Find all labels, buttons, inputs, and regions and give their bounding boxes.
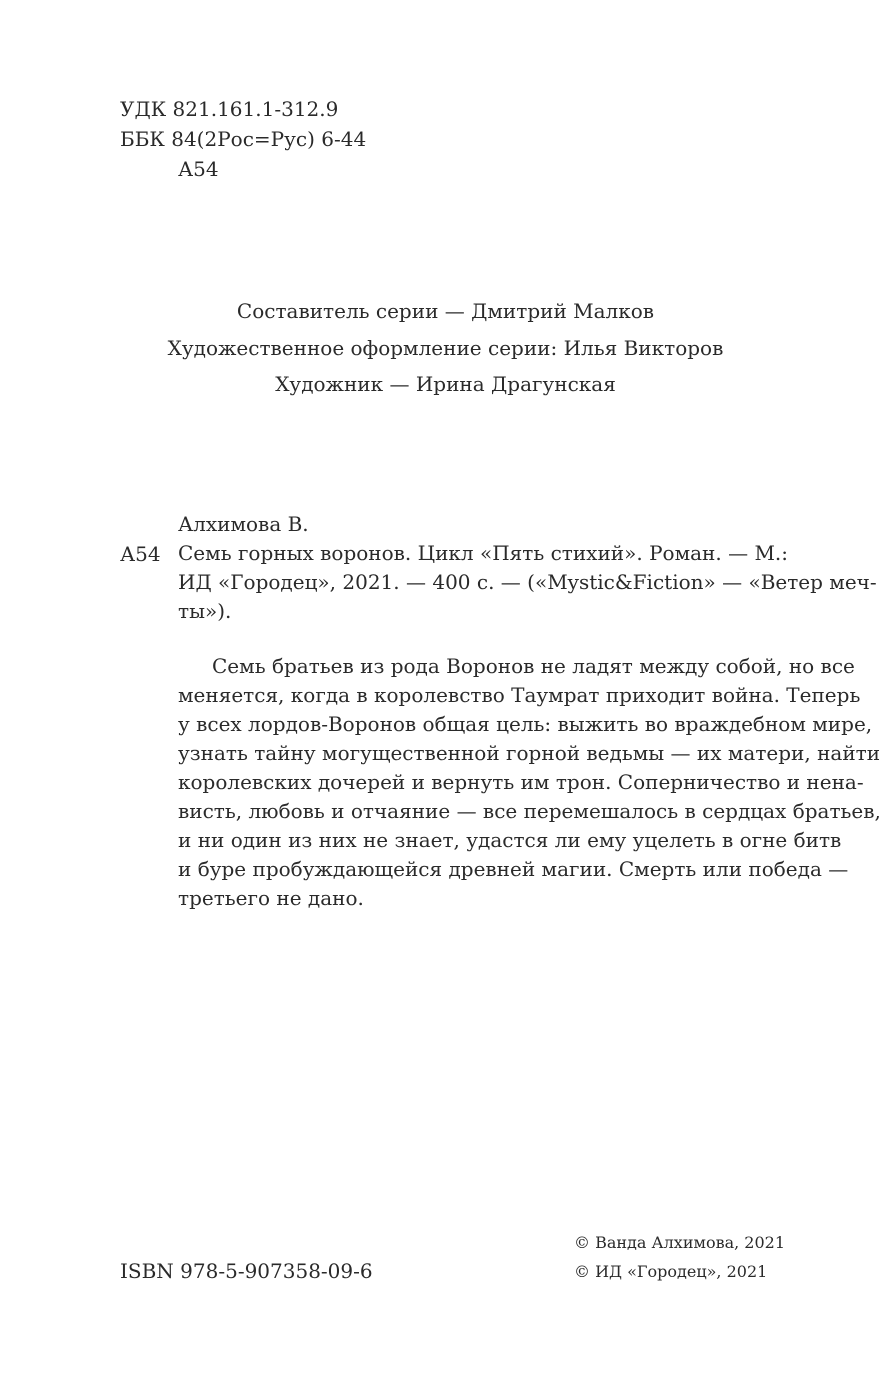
annotation-line: и ни один из них не знает, удастся ли ему уцелеть в огне битв	[178, 828, 842, 852]
series-design-credit: Художественное оформление серии: Илья Викторов	[167, 336, 724, 360]
udk-code: УДК 821.161.1-312.9	[120, 97, 339, 121]
series-compiler-credit: Составитель серии — Дмитрий Малков	[236, 299, 655, 323]
annotation-line: королевских дочерей и вернуть им трон. Соперничество и нена-	[178, 770, 864, 794]
annotation-line: висть, любовь и отчаяние — все перемешалось в сердцах братьев,	[178, 799, 881, 823]
bibliographic-heading: Алхимова В.	[178, 512, 309, 536]
bbk-code: ББК 84(2Рос=Рус) 6-44	[120, 127, 367, 151]
annotation-line: третьего не дано.	[178, 886, 364, 910]
isbn: ISBN 978-5-907358-09-6	[120, 1259, 373, 1283]
annotation-line: и буре пробуждающейся древней магии. Смерть или победа —	[178, 857, 849, 881]
annotation-line: у всех лордов-Воронов общая цель: выжить во враждебном мире,	[178, 712, 873, 736]
annotation-line: меняется, когда в королевство Таумрат приходит война. Теперь	[178, 683, 861, 707]
bibliographic-line: ты»).	[178, 599, 232, 623]
publisher-copyright: © ИД «Городец», 2021	[574, 1262, 768, 1281]
bibliographic-author-mark: А54	[120, 542, 161, 566]
bibliographic-line: ИД «Городец», 2021. — 400 с. — («Mystic&Fiction» — «Ветер меч-	[178, 570, 877, 594]
annotation-line: узнать тайну могущественной горной ведьмы — их матери, найти	[178, 741, 881, 765]
bibliographic-line: Семь горных воронов. Цикл «Пять стихий». Роман. — М.:	[178, 541, 789, 565]
author-mark: А54	[178, 157, 219, 181]
annotation-line: Семь братьев из рода Воронов не ладят между собой, но все	[212, 654, 855, 678]
illustrator-credit: Художник — Ирина Драгунская	[275, 372, 616, 396]
author-copyright: © Ванда Алхимова, 2021	[574, 1233, 786, 1252]
